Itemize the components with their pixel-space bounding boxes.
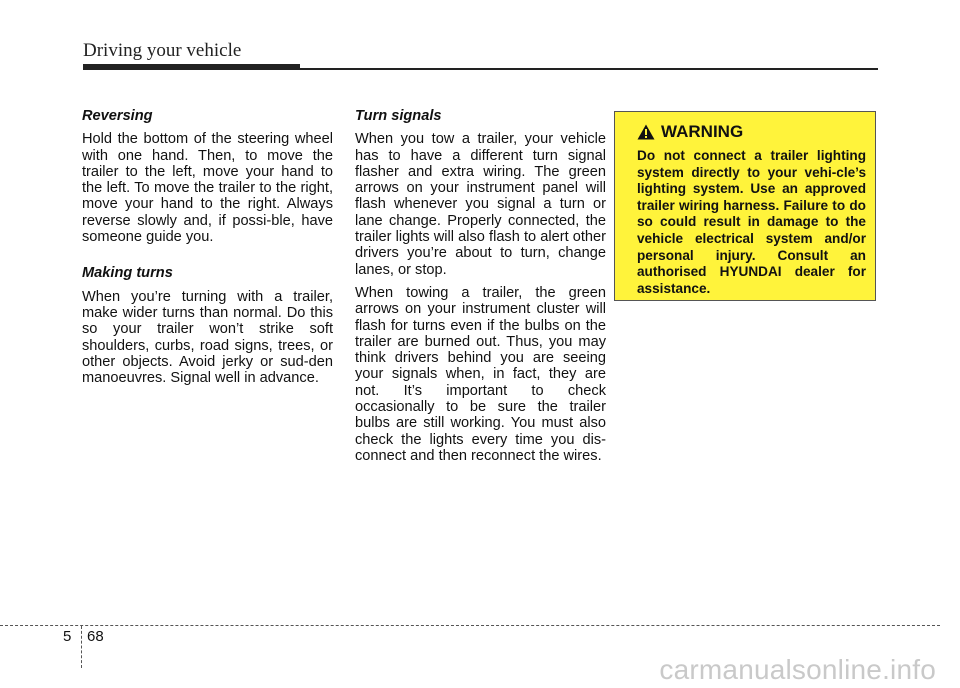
warning-text: Do not connect a trailer lighting system directly to your vehi-cle’s lighting system. Use an approved trailer wiring harness. Failure to do so could result in damage to the vehicle electrical system and/or personal injury. Consult an authorised HYUNDAI dealer for assistance. [637,148,866,296]
footer-dashed-divider [81,626,82,668]
watermark-text: carmanualsonline.info [659,654,936,685]
warning-title: WARNING [661,122,744,141]
turn-signals-para-1: When you tow a trailer, your vehicle has to have a different turn signal flasher and extra wiring. The green arrows on your instrument panel will flash whenever you signal a turn or lane change. Properly connected, the trailer lights will also flash to alert other drivers you’re about to turn, change lanes, or stop. [355,131,606,278]
making-turns-heading: Making turns [82,265,173,282]
warning-box [614,111,876,301]
turn-signals-para-2: When towing a trailer, the green arrows on your instrument cluster will flash for turns even if the bulbs on the trailer are burned out. Thus, you may think drivers behind you are seeing your signals when, in fact, they are not. It’s important to check occasionally to be sure the trailer bulbs are still working. You must also check the lights every time you dis-connect and then reconnect the wires. [355,284,606,464]
header-rule-thin [300,68,878,70]
middle-column [355,108,606,471]
making-turns-text: When you’re turning with a trailer, make wider turns than normal. Do this so your trailer won’t strike soft shoulders, curbs, road signs, trees, or other objects. Avoid jerky or sud-den manoeuvres. Signal well in advance. [82,288,333,387]
header-rule-thick [83,64,300,70]
warning-triangle-icon [637,124,655,140]
turn-signals-heading: Turn signals [355,108,442,124]
chapter-number: 5 [63,628,72,645]
reversing-heading: Reversing [82,108,153,124]
footer-dashed-rule [0,625,940,626]
reversing-text: Hold the bottom of the steering wheel with one hand. Then, to move the trailer to the left, move your hand to the left. To move the trailer to the right, move your hand to the right. Always reverse slowly and, if possi-ble, have someone guide you. [82,131,333,246]
left-column [82,108,333,393]
warning-header [637,122,866,142]
page-header-title: Driving your vehicle [83,40,242,61]
page-number: 68 [87,628,104,645]
